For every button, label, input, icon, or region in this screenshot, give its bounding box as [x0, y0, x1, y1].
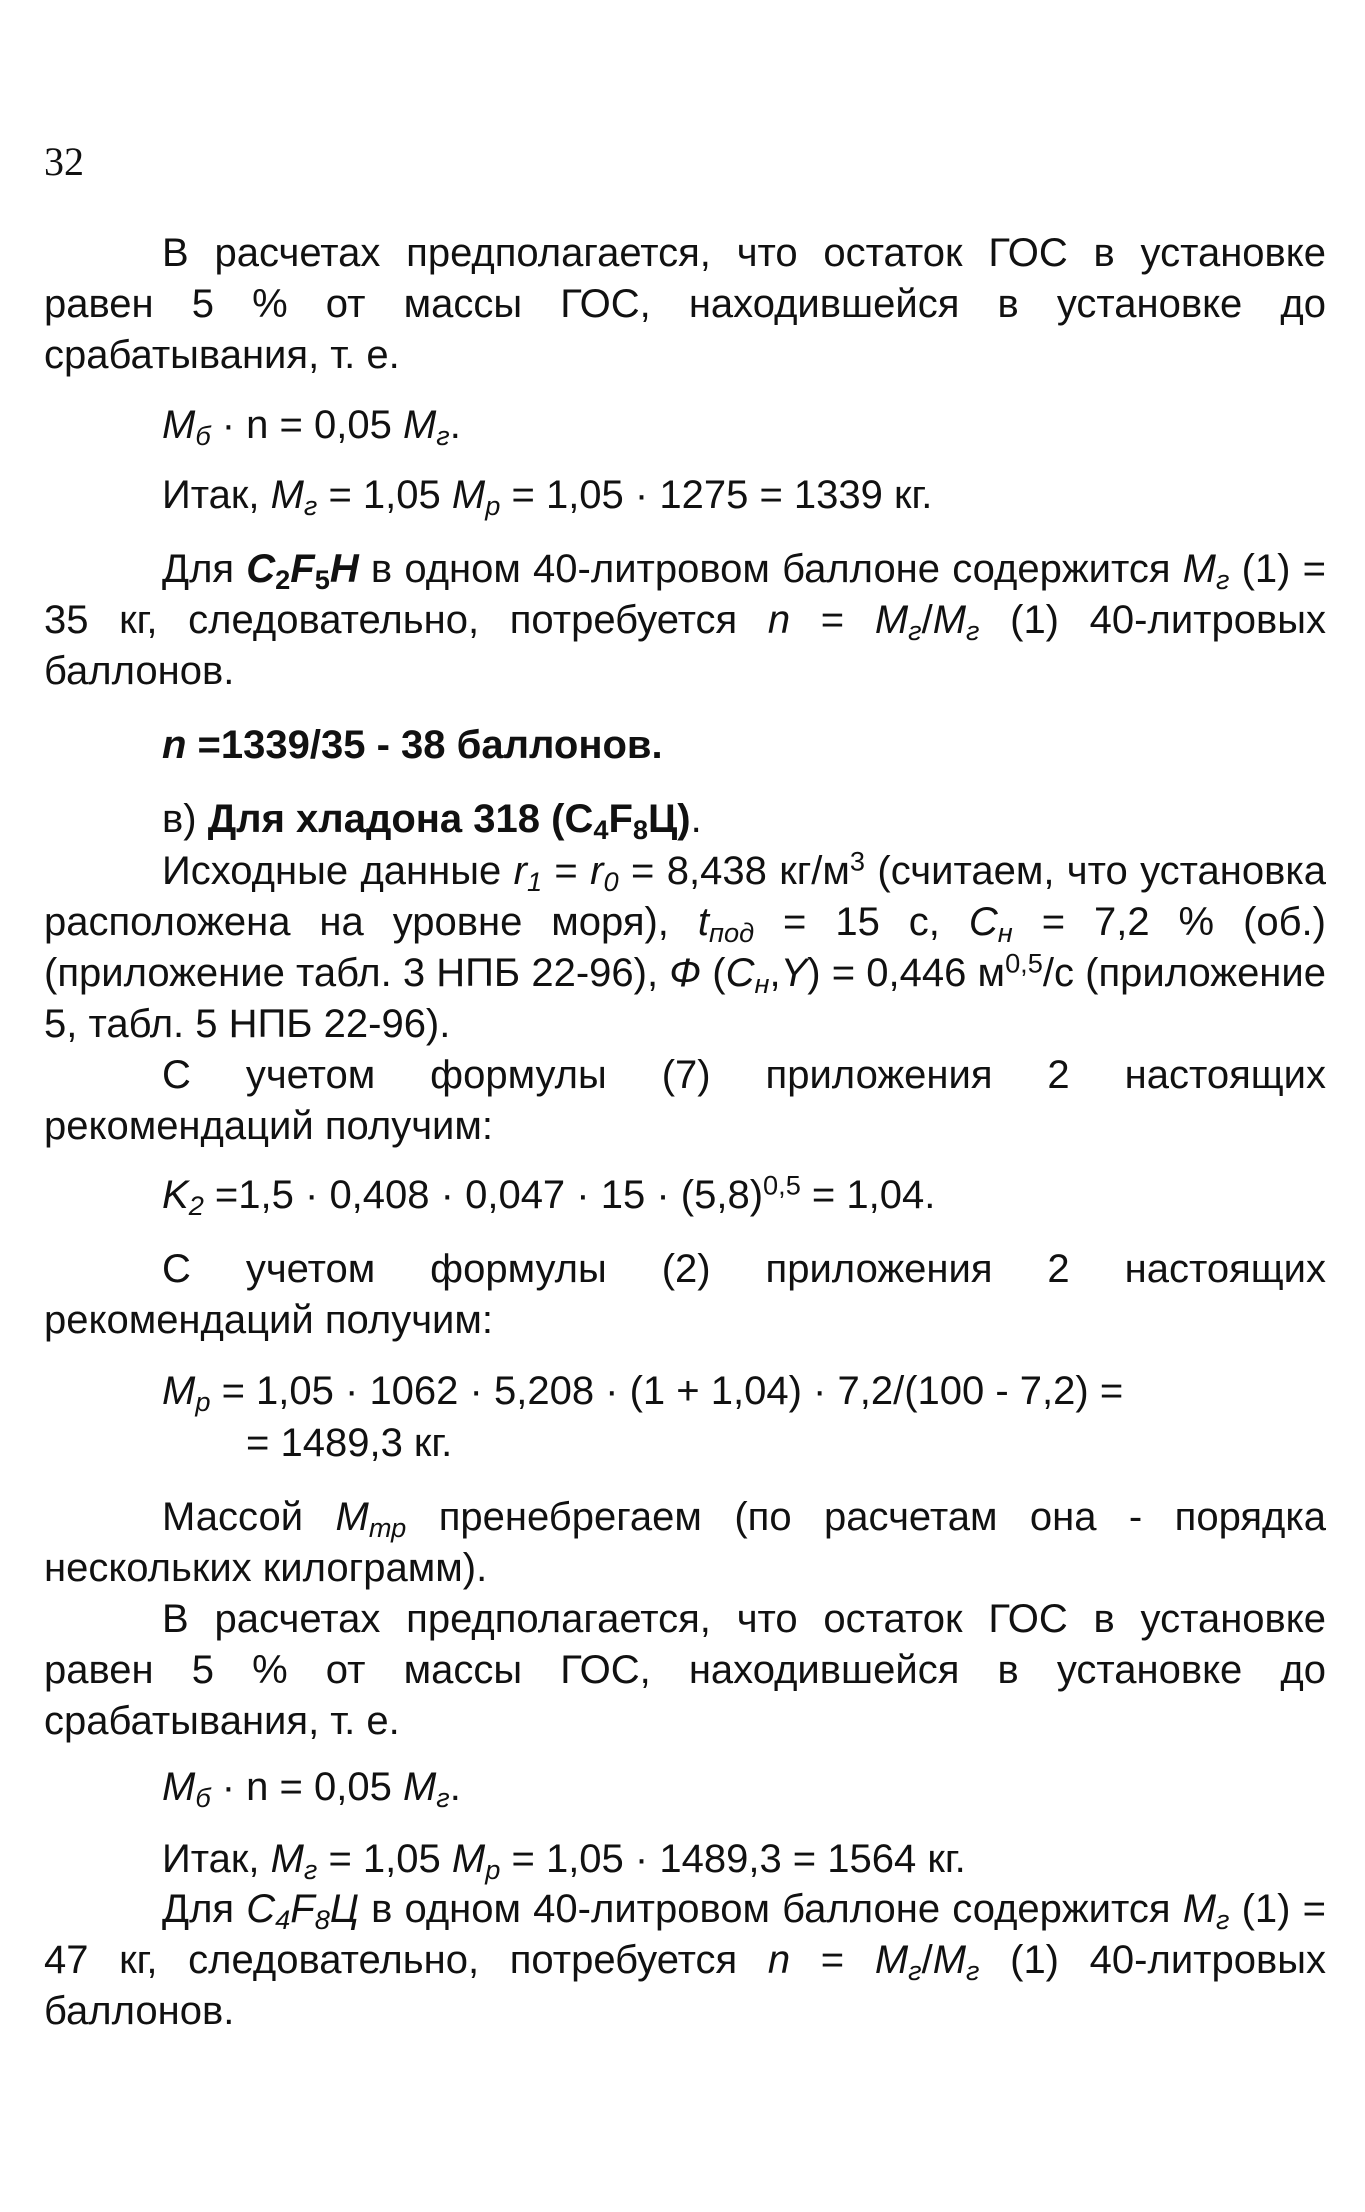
total-mass-line: Итак, $M_г = 1,05$ $M_р = 1,05 \cdot 1275 = 1339$ кг.	[162, 473, 933, 521]
paragraph-formula2-ref: С учетом формулы (2) приложения 2 настоящих рекомендаций получим:	[44, 1247, 1326, 1342]
cylinder-count-result: n =1339/35 - 38 баллонов.	[162, 723, 663, 767]
paragraph-mtr-neglect: Массой $M_{тр}$ пренебрегаем (по расчетам она - порядка нескольких килограмм).	[44, 1495, 1327, 1590]
paragraph-c4f8-cylinders: Для $C_4F_8Ц$ в одном 40-литровом баллоне содержится $M_г$ (1) = 47 кг, следовательно, потребуется $n = M_г/M_г$ (1) 40-литровых баллонов.	[44, 1887, 1326, 2033]
formula-mp: $M_р = 1,05 \cdot 1062 \cdot 5,208 \cdot (1 + 1,04) \cdot 7,2/(100 - 7,2)$ =	[162, 1369, 1124, 1417]
paragraph-residual-intro: В расчетах предполагается, что остаток ГОС в установке равен 5 % от массы ГОС, находившейся в установке до срабатывания, т. е.	[44, 231, 1326, 377]
formula-k2: $K_2 =1,5 \cdot 0,408 \cdot 0,047 \cdot 15 \cdot (5,8)^{0,5} = 1,04$.	[162, 1169, 936, 1221]
formula-mp-result: = 1489,3 кг.	[246, 1421, 453, 1465]
formula-residual-mass-2: $M_б \cdot n = 0,05$ $M_г$.	[162, 1765, 461, 1813]
paragraph-initial-data: Исходные данные $r_1 = r_0 = 8,438$ $кг/м^3$ (считаем, что установка расположена на уровне моря), $t_{под} = 15$ с, $C_н = 7,2$ % (об.) (приложение табл. 3 НПБ 22-96), Ф $(C_н,Y) = 0,446$ $м^{0,5}/с$ (приложение 5, табл. 5 НПБ 22-96).	[44, 845, 1327, 1046]
formula-residual-mass: $M_б \cdot n = 0,05$ $M_г$.	[162, 403, 461, 451]
paragraph-residual-repeat: В расчетах предполагается, что остаток ГОС в установке равен 5 % от массы ГОС, находившейся в установке до срабатывания, т. е.	[44, 1597, 1326, 1743]
page-number: 32	[44, 139, 84, 184]
paragraph-c2f5h-cylinders: Для $C_2F_5H$ в одном 40-литровом баллоне содержится $M_г$ (1) = 35 кг, следовательно, потребуется $n = M_г/M_г$ (1) 40-литровых баллонов.	[44, 547, 1326, 693]
paragraph-formula7-ref: С учетом формулы (7) приложения 2 настоящих рекомендаций получим:	[44, 1053, 1326, 1148]
total-mass-line-2: Итак, $M_г = 1,05$ $M_р = 1,05 \cdot 1489,3 = 1564$ кг.	[162, 1837, 966, 1885]
section-heading-c4f8: в) Для хладона 318 $(C_4F_8Ц)$.	[162, 797, 702, 845]
